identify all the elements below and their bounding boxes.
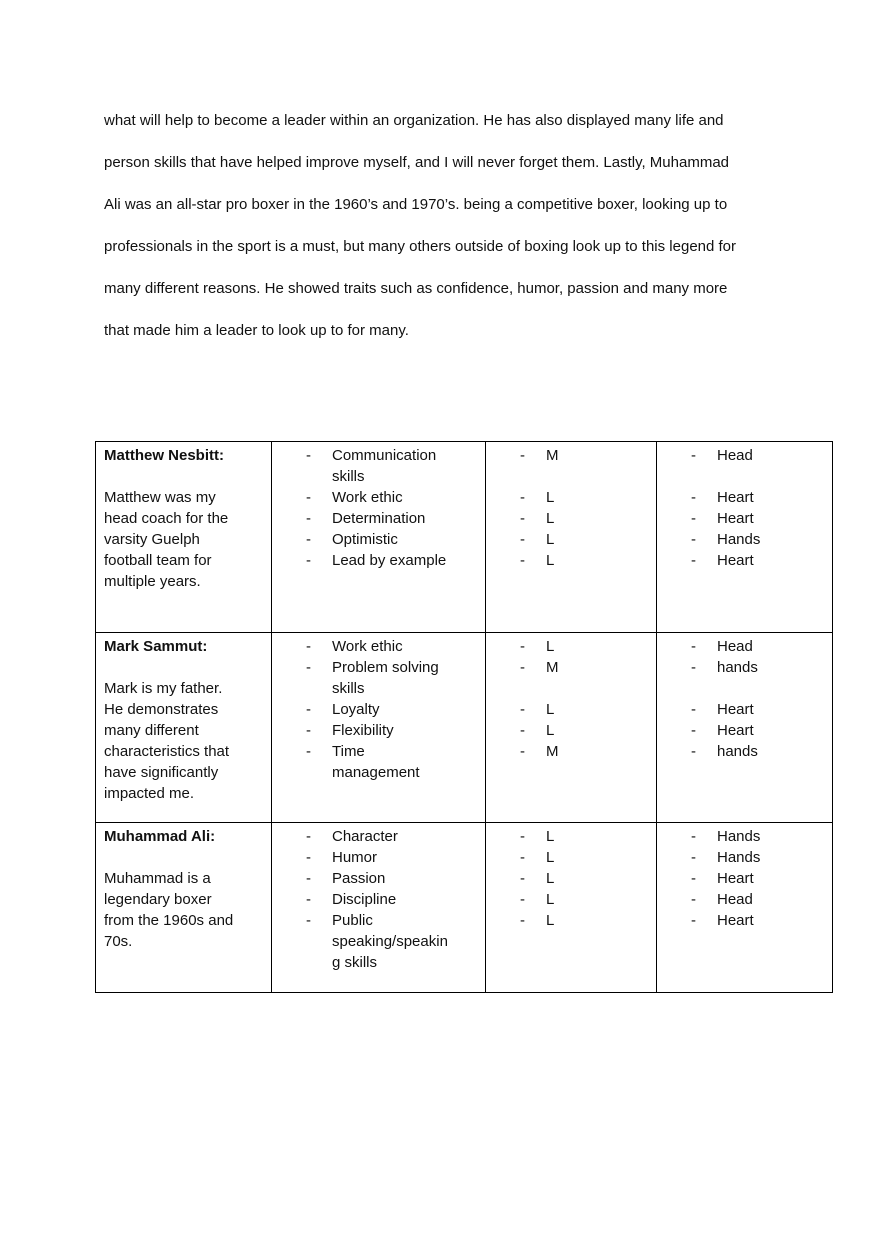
bullet-dash: - <box>520 891 525 908</box>
list-item-text: Communication <box>332 447 437 464</box>
traits-cell <box>272 633 486 823</box>
list-item-text: Time <box>332 743 365 760</box>
bullet-dash: - <box>691 743 696 760</box>
list-item <box>280 445 478 466</box>
leader-desc-line: many different <box>104 722 199 739</box>
bullet-dash: - <box>520 701 525 718</box>
table-row <box>96 442 833 633</box>
list-item-text: Character <box>332 828 398 845</box>
bullet-dash: - <box>306 531 311 548</box>
list-item <box>494 720 649 741</box>
list-item-text: skills <box>332 680 365 697</box>
leader-desc-line: varsity Guelph <box>104 531 200 548</box>
bullet-dash: - <box>520 510 525 527</box>
leader-desc-line: football team for <box>104 552 212 569</box>
leader-desc-line: Mark is my father. <box>104 680 223 697</box>
list-item-text: Lead by example <box>332 552 447 569</box>
bullet-dash: - <box>306 510 311 527</box>
bullet-dash: - <box>306 701 311 718</box>
list-item-text: L <box>546 531 555 548</box>
paragraph-line: many different reasons. He showed traits such as confidence, humor, passion and many more <box>104 280 728 297</box>
list-item <box>494 487 649 508</box>
bullet-dash: - <box>691 638 696 655</box>
leader-name: Mark Sammut: <box>104 638 208 655</box>
paragraph-line: Ali was an all-star pro boxer in the 1960’s and 1970’s. being a competitive boxer, looking up to <box>104 196 728 213</box>
bullet-dash: - <box>520 638 525 655</box>
bullet-dash: - <box>691 531 696 548</box>
bullet-dash: - <box>691 912 696 929</box>
leader-cell <box>96 442 272 633</box>
list-item-text: Heart <box>717 510 754 527</box>
leader-desc-line: characteristics that <box>104 743 230 760</box>
bullet-dash: - <box>520 743 525 760</box>
bullet-dash: - <box>306 828 311 845</box>
list-item <box>665 889 825 910</box>
list-item-text: Head <box>717 638 753 655</box>
paragraph-line: professionals in the sport is a must, but many others outside of boxing look up to this legend for <box>104 238 737 255</box>
area-cell <box>657 442 833 633</box>
leader-cell <box>96 633 272 823</box>
bullet-dash: - <box>520 828 525 845</box>
list-item-text: Head <box>717 447 753 464</box>
leader-desc-line: Muhammad is a <box>104 870 211 887</box>
list-item-text: Problem solving <box>332 659 439 676</box>
list-item-text: L <box>546 701 555 718</box>
bullet-dash: - <box>306 912 311 929</box>
list-item-text: Determination <box>332 510 426 527</box>
list-item-text: Hands <box>717 849 761 866</box>
list-item <box>280 847 478 868</box>
list-item-text: Heart <box>717 489 754 506</box>
table-row <box>96 633 833 823</box>
leader-cell <box>96 823 272 993</box>
list-item <box>494 826 649 847</box>
list-item-text: L <box>546 510 555 527</box>
list-item <box>494 636 649 657</box>
paragraph-line: person skills that have helped improve myself, and I will never forget them. Lastly, Muhammad <box>104 154 730 171</box>
leader-desc-line: 70s. <box>104 933 133 950</box>
traits-cell <box>272 823 486 993</box>
level-cell <box>486 633 657 823</box>
list-item-text: L <box>546 638 555 655</box>
leader-desc-line: He demonstrates <box>104 701 219 718</box>
list-item <box>665 826 825 847</box>
list-item-text: L <box>546 722 555 739</box>
list-item-text: Public <box>332 912 373 929</box>
list-item-text: Heart <box>717 912 754 929</box>
bullet-dash: - <box>520 447 525 464</box>
list-item-text: M <box>546 659 559 676</box>
leader-desc-line: legendary boxer <box>104 891 212 908</box>
list-item-text: Heart <box>717 722 754 739</box>
bullet-dash: - <box>520 531 525 548</box>
list-item <box>280 487 478 508</box>
list-item-text: Passion <box>332 870 386 887</box>
list-item-text: Flexibility <box>332 722 394 739</box>
bullet-dash: - <box>306 722 311 739</box>
bullet-dash: - <box>306 849 311 866</box>
table-row <box>96 823 833 993</box>
area-cell <box>657 633 833 823</box>
list-item <box>665 657 825 678</box>
list-item-text: management <box>332 764 420 781</box>
list-item <box>280 657 478 678</box>
list-item <box>665 868 825 889</box>
list-item <box>665 910 825 931</box>
list-item-text: Hands <box>717 531 761 548</box>
bullet-dash: - <box>306 743 311 760</box>
list-item <box>665 699 825 720</box>
list-item <box>494 847 649 868</box>
list-item <box>494 741 649 762</box>
leader-desc-line: from the 1960s and <box>104 912 234 929</box>
list-item <box>494 445 649 466</box>
level-cell <box>486 823 657 993</box>
list-item-text: Work ethic <box>332 489 403 506</box>
list-item <box>280 826 478 847</box>
list-item <box>494 657 649 678</box>
paragraph-line: what will help to become a leader within an organization. He has also displayed many life and <box>104 112 724 129</box>
paragraph-line: that made him a leader to look up to for many. <box>104 322 409 339</box>
list-item <box>280 741 478 762</box>
list-item <box>280 466 478 487</box>
bullet-dash: - <box>691 722 696 739</box>
list-item-text: hands <box>717 659 758 676</box>
bullet-dash: - <box>306 552 311 569</box>
list-item <box>665 529 825 550</box>
list-item-text: Work ethic <box>332 638 403 655</box>
list-item-text: L <box>546 891 555 908</box>
bullet-dash: - <box>691 891 696 908</box>
list-item <box>494 508 649 529</box>
list-item <box>665 741 825 762</box>
list-item-text: L <box>546 849 555 866</box>
leaders-table <box>95 441 833 993</box>
list-item <box>280 550 478 571</box>
list-item-text: L <box>546 912 555 929</box>
bullet-dash: - <box>691 659 696 676</box>
list-item <box>280 952 478 973</box>
list-item-text: Head <box>717 891 753 908</box>
bullet-dash: - <box>520 849 525 866</box>
bullet-dash: - <box>691 701 696 718</box>
traits-cell <box>272 442 486 633</box>
list-item <box>665 445 825 466</box>
bullet-dash: - <box>691 489 696 506</box>
bullet-dash: - <box>691 828 696 845</box>
level-cell <box>486 442 657 633</box>
list-item-text: L <box>546 552 555 569</box>
list-item-text: L <box>546 489 555 506</box>
bullet-dash: - <box>691 510 696 527</box>
bullet-dash: - <box>691 870 696 887</box>
list-item-text: skills <box>332 468 365 485</box>
area-cell <box>657 823 833 993</box>
list-item-text: M <box>546 447 559 464</box>
list-item <box>280 910 478 931</box>
list-item-text: Heart <box>717 870 754 887</box>
list-item-text: Loyalty <box>332 701 380 718</box>
bullet-dash: - <box>306 659 311 676</box>
list-item <box>494 910 649 931</box>
list-item-text: L <box>546 870 555 887</box>
list-item <box>665 720 825 741</box>
leader-desc-line: impacted me. <box>104 785 195 802</box>
list-item <box>280 762 478 783</box>
list-item-text: g skills <box>332 954 378 971</box>
leader-name: Matthew Nesbitt: <box>104 447 224 464</box>
bullet-dash: - <box>520 552 525 569</box>
list-item-text: L <box>546 828 555 845</box>
bullet-dash: - <box>306 870 311 887</box>
list-item-text: M <box>546 743 559 760</box>
list-item <box>280 699 478 720</box>
list-item <box>280 889 478 910</box>
list-item <box>494 529 649 550</box>
bullet-dash: - <box>520 489 525 506</box>
bullet-dash: - <box>306 891 311 908</box>
list-item-text: hands <box>717 743 758 760</box>
bullet-dash: - <box>520 912 525 929</box>
list-item <box>280 529 478 550</box>
list-item <box>280 868 478 889</box>
list-item-text: Heart <box>717 552 754 569</box>
leader-desc-line: multiple years. <box>104 573 201 590</box>
list-item-text: Optimistic <box>332 531 398 548</box>
bullet-dash: - <box>306 447 311 464</box>
bullet-dash: - <box>691 447 696 464</box>
leader-name: Muhammad Ali: <box>104 828 216 845</box>
list-item-text: speaking/speakin <box>332 933 448 950</box>
bullet-dash: - <box>306 638 311 655</box>
list-item <box>280 636 478 657</box>
list-item <box>494 868 649 889</box>
list-item <box>280 678 478 699</box>
leader-desc-line: head coach for the <box>104 510 229 527</box>
list-item-text: Discipline <box>332 891 397 908</box>
list-item <box>280 508 478 529</box>
list-item <box>494 699 649 720</box>
list-item <box>280 931 478 952</box>
bullet-dash: - <box>520 722 525 739</box>
list-item <box>665 636 825 657</box>
bullet-dash: - <box>520 659 525 676</box>
list-item <box>665 487 825 508</box>
list-item <box>280 720 478 741</box>
list-item-text: Humor <box>332 849 378 866</box>
bullet-dash: - <box>691 552 696 569</box>
list-item-text: Hands <box>717 828 761 845</box>
bullet-dash: - <box>306 489 311 506</box>
list-item <box>665 847 825 868</box>
leader-desc-line: Matthew was my <box>104 489 216 506</box>
list-item-text: Heart <box>717 701 754 718</box>
leader-desc-line: have significantly <box>104 764 219 781</box>
body-paragraph <box>104 100 794 352</box>
bullet-dash: - <box>520 870 525 887</box>
list-item <box>665 508 825 529</box>
list-item <box>494 889 649 910</box>
bullet-dash: - <box>691 849 696 866</box>
list-item <box>665 550 825 571</box>
list-item <box>494 550 649 571</box>
